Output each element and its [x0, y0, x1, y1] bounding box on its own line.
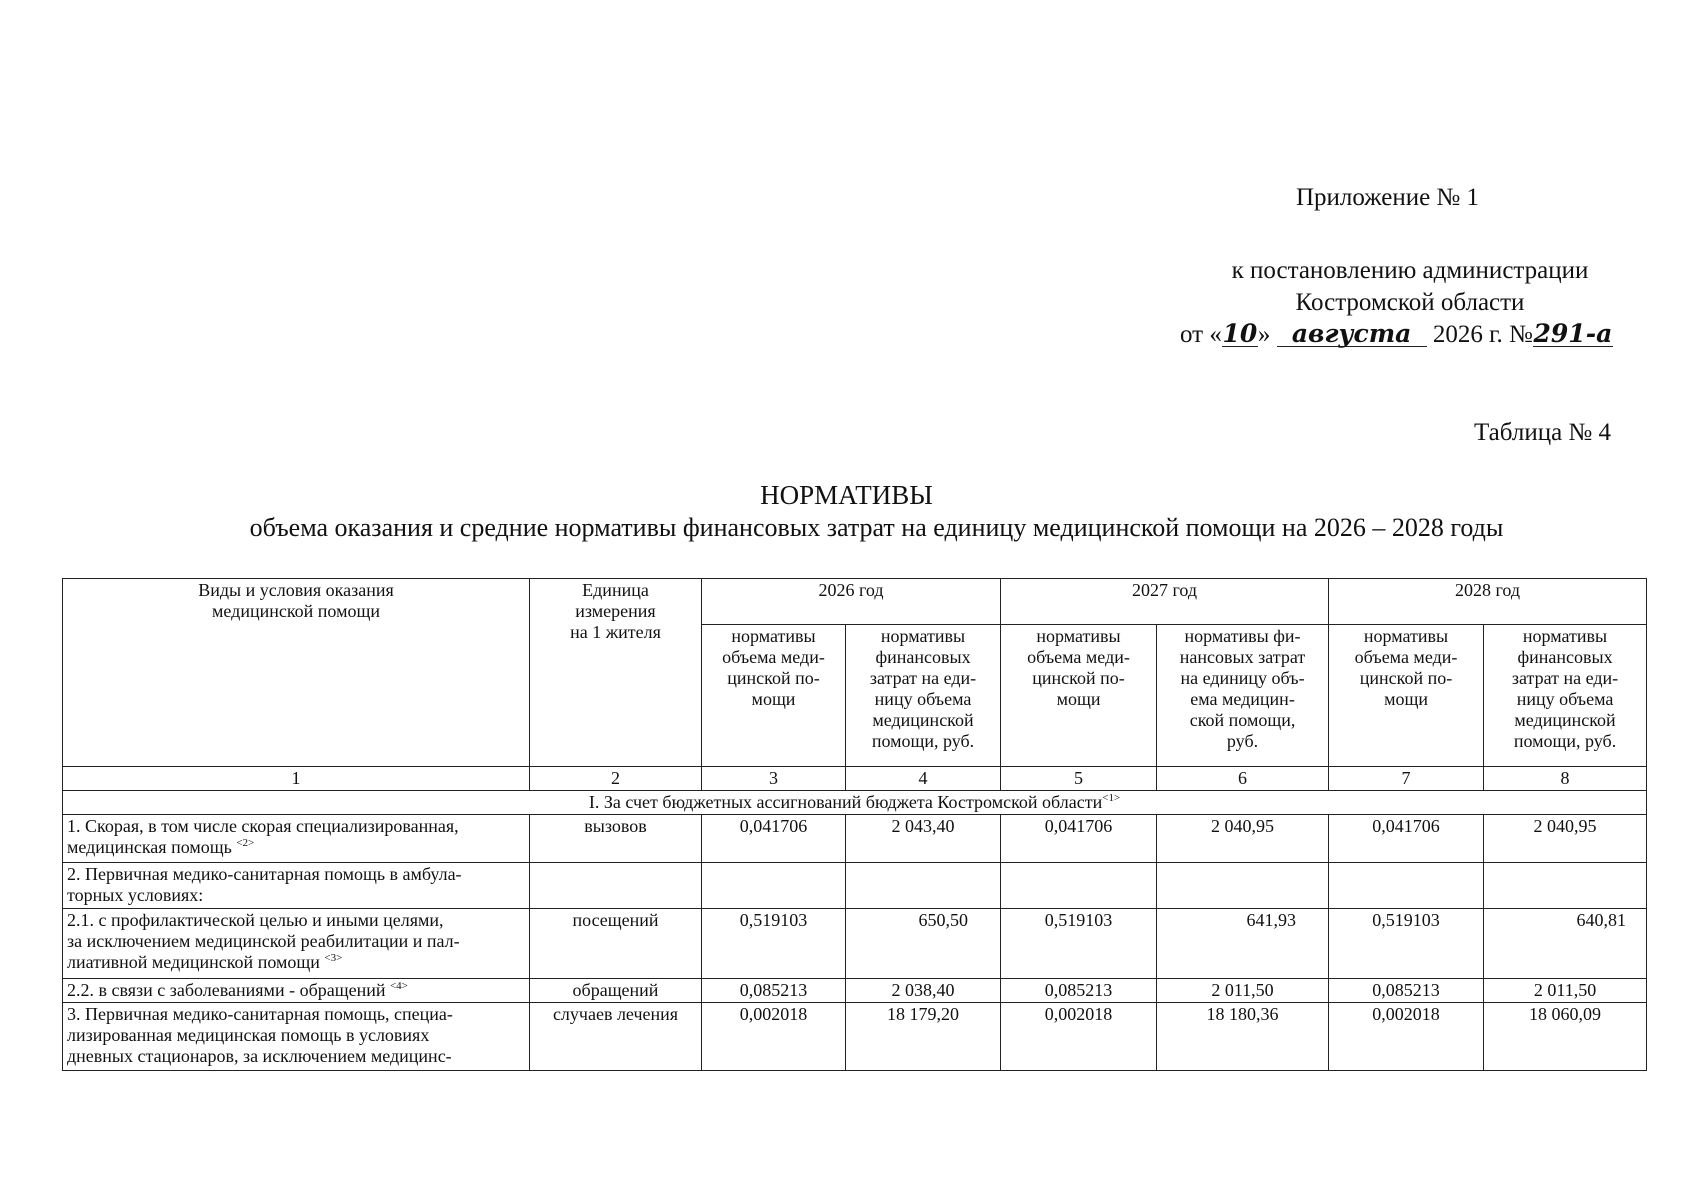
subheader-line: объема меди- — [1354, 647, 1458, 667]
cell-cost-2026 — [846, 863, 1001, 909]
subheader-line: цинской по- — [1032, 668, 1125, 688]
row-name-line — [67, 952, 525, 973]
subheader-volume-2028 — [1329, 625, 1484, 767]
subheader-cost-2028 — [1484, 625, 1647, 767]
subheader-line: помощи, руб. — [871, 731, 975, 751]
header-kinds — [63, 579, 530, 767]
subheader-line: ской помощи, — [1189, 710, 1296, 730]
table-row — [63, 815, 1647, 863]
col-number: 4 — [846, 767, 1001, 791]
footnote-ref: <2> — [236, 837, 255, 849]
subheader-line: на единицу объ- — [1180, 668, 1305, 688]
section-footnote-ref: <1> — [1102, 792, 1121, 804]
row-name-line: 1. Скорая, в том числе скорая специализированная, — [67, 816, 459, 836]
decree-line-2: Костромской области — [1295, 289, 1525, 316]
subheader-line: ема медицин- — [1190, 689, 1295, 709]
table-row — [63, 909, 1647, 979]
subheader-cost-2027 — [1157, 625, 1329, 767]
handwritten-day: 10 — [1222, 319, 1258, 348]
table-row — [63, 863, 1647, 909]
section-title — [63, 791, 1647, 815]
cell-volume-2028: 0,002018 — [1329, 1003, 1484, 1071]
row-name — [63, 1003, 530, 1071]
cell-volume-2026: 0,041706 — [702, 815, 846, 863]
subheader-line: нормативы — [1036, 626, 1121, 646]
decree-date — [1180, 320, 1613, 350]
row-name-text: лиативной медицинской помощи — [67, 952, 325, 972]
date-year: 2026 г. № — [1432, 321, 1533, 348]
row-unit — [530, 863, 702, 909]
subheader-line: затрат на еди- — [869, 668, 977, 688]
subheader-line: затрат на еди- — [1511, 668, 1619, 688]
table-row — [63, 1003, 1647, 1071]
subheader-line: ницу объема — [874, 689, 972, 709]
subheader-line: нормативы фи- — [1184, 626, 1301, 646]
header-year-2026: 2026 год — [702, 579, 1001, 625]
row-name-line: торных условиях: — [67, 885, 204, 905]
subheader-line: нормативы — [1363, 626, 1449, 646]
header-year-2027: 2027 год — [1001, 579, 1329, 625]
subheader-line: руб. — [1226, 731, 1259, 751]
subheader-line: помощи, руб. — [1513, 731, 1617, 751]
cell-volume-2026: 0,085213 — [702, 979, 846, 1003]
subheader-line: мощи — [1384, 689, 1428, 709]
row-name — [63, 909, 530, 979]
cell-volume-2027 — [1001, 863, 1157, 909]
cell-cost-2028: 640,81 — [1484, 909, 1647, 979]
subheader-volume-2027 — [1001, 625, 1157, 767]
col-number: 1 — [63, 767, 530, 791]
handwritten-month: августа — [1277, 322, 1427, 347]
cell-volume-2028: 0,519103 — [1329, 909, 1484, 979]
cell-volume-2027: 0,041706 — [1001, 815, 1157, 863]
cell-volume-2027: 0,519103 — [1001, 909, 1157, 979]
cell-volume-2026: 0,002018 — [702, 1003, 846, 1071]
date-prefix: от « — [1180, 321, 1222, 348]
subheader-line: медицинской — [872, 710, 974, 730]
header-unit — [530, 579, 702, 767]
row-name — [63, 979, 530, 1003]
subheader-line: мощи — [751, 689, 796, 709]
subheader-line: финансовых — [875, 647, 971, 667]
footnote-ref: <3> — [324, 952, 343, 964]
document-subtitle: объема оказания и средние нормативы финансовых затрат на единицу медицинской помощи на 2026 – 2028 годы — [249, 513, 1504, 542]
norms-table — [62, 578, 1647, 1071]
subheader-line: цинской по- — [727, 668, 820, 688]
row-unit: случаев лечения — [530, 1003, 702, 1071]
section-title-text: I. За счет бюджетных ассигнований бюджета Костромской области — [588, 792, 1103, 812]
row-name-line: 3. Первичная медико-санитарная помощь, специа- — [67, 1004, 453, 1024]
subheader-line: цинской по- — [1359, 668, 1453, 688]
cell-cost-2027: 2 040,95 — [1157, 815, 1329, 863]
row-name-line: за исключением медицинской реабилитации и пал- — [67, 931, 460, 951]
cell-volume-2028: 0,085213 — [1329, 979, 1484, 1003]
cell-volume-2027: 0,085213 — [1001, 979, 1157, 1003]
col-number: 7 — [1329, 767, 1484, 791]
col-number: 5 — [1001, 767, 1157, 791]
subheader-line: объема меди- — [722, 647, 825, 667]
header-unit-line3: на 1 жителя — [570, 622, 661, 642]
row-name-line — [67, 837, 525, 858]
cell-cost-2027: 18 180,36 — [1157, 1003, 1329, 1071]
header-kinds-line1: Виды и условия оказания — [198, 580, 394, 600]
row-name-text: медицинская помощь — [67, 837, 237, 857]
document-title: НОРМАТИВЫ — [760, 480, 933, 510]
section-row — [63, 791, 1647, 815]
cell-volume-2028: 0,041706 — [1329, 815, 1484, 863]
table-label: Таблица № 4 — [1474, 419, 1612, 446]
cell-cost-2026: 18 179,20 — [846, 1003, 1001, 1071]
row-name — [63, 815, 530, 863]
subheader-volume-2026 — [702, 625, 846, 767]
subheader-line: нормативы — [731, 626, 816, 646]
cell-volume-2028 — [1329, 863, 1484, 909]
col-number: 3 — [702, 767, 846, 791]
cell-volume-2026 — [702, 863, 846, 909]
subheader-line: нормативы — [1522, 626, 1608, 646]
subheader-line: нормативы — [880, 626, 966, 646]
header-kinds-line2: медицинской помощи — [212, 601, 380, 621]
row-unit: посещений — [530, 909, 702, 979]
cell-cost-2026: 2 038,40 — [846, 979, 1001, 1003]
row-unit: вызовов — [530, 815, 702, 863]
col-number: 2 — [530, 767, 702, 791]
table-row — [63, 979, 1647, 1003]
cell-cost-2028: 2 011,50 — [1484, 979, 1647, 1003]
header-unit-line2: измерения — [575, 601, 656, 621]
cell-cost-2028: 2 040,95 — [1484, 815, 1647, 863]
row-name-line: 2. Первичная медико-санитарная помощь в амбула- — [67, 864, 462, 884]
row-unit: обращений — [530, 979, 702, 1003]
row-name-line: лизированная медицинская помощь в условиях — [67, 1025, 430, 1045]
cell-cost-2028 — [1484, 863, 1647, 909]
subheader-line: ницу объема — [1516, 689, 1614, 709]
subheader-line: финансовых — [1517, 647, 1613, 667]
col-number: 6 — [1157, 767, 1329, 791]
row-name — [63, 863, 530, 909]
col-number: 8 — [1484, 767, 1647, 791]
column-numbers-row — [63, 767, 1647, 791]
cell-cost-2026: 2 043,40 — [846, 815, 1001, 863]
subheader-line: объема меди- — [1027, 647, 1130, 667]
cell-cost-2027: 641,93 — [1157, 909, 1329, 979]
decree-line-1: к постановлению администрации — [1231, 257, 1589, 284]
subheader-line: мощи — [1056, 689, 1101, 709]
cell-volume-2027: 0,002018 — [1001, 1003, 1157, 1071]
subheader-cost-2026 — [846, 625, 1001, 767]
cell-cost-2027: 2 011,50 — [1157, 979, 1329, 1003]
cell-volume-2026: 0,519103 — [702, 909, 846, 979]
footnote-ref: <4> — [389, 980, 408, 992]
appendix-label: Приложение № 1 — [1296, 184, 1480, 211]
cell-cost-2026: 650,50 — [846, 909, 1001, 979]
row-name-text: 2.2. в связи с заболеваниями - обращений — [67, 980, 390, 1000]
cell-cost-2028: 18 060,09 — [1484, 1003, 1647, 1071]
header-unit-line1: Единица — [582, 580, 649, 600]
header-year-2028: 2028 год — [1329, 579, 1647, 625]
subheader-line: нансовых затрат — [1179, 647, 1306, 667]
date-mid: » — [1257, 321, 1271, 348]
row-name-line: дневных стационаров, за исключением медицинс- — [67, 1046, 452, 1066]
cell-cost-2027 — [1157, 863, 1329, 909]
handwritten-number: 291-а — [1533, 319, 1613, 348]
subheader-line: медицинской — [1514, 710, 1616, 730]
row-name-line: 2.1. с профилактической целью и иными целями, — [67, 910, 444, 930]
